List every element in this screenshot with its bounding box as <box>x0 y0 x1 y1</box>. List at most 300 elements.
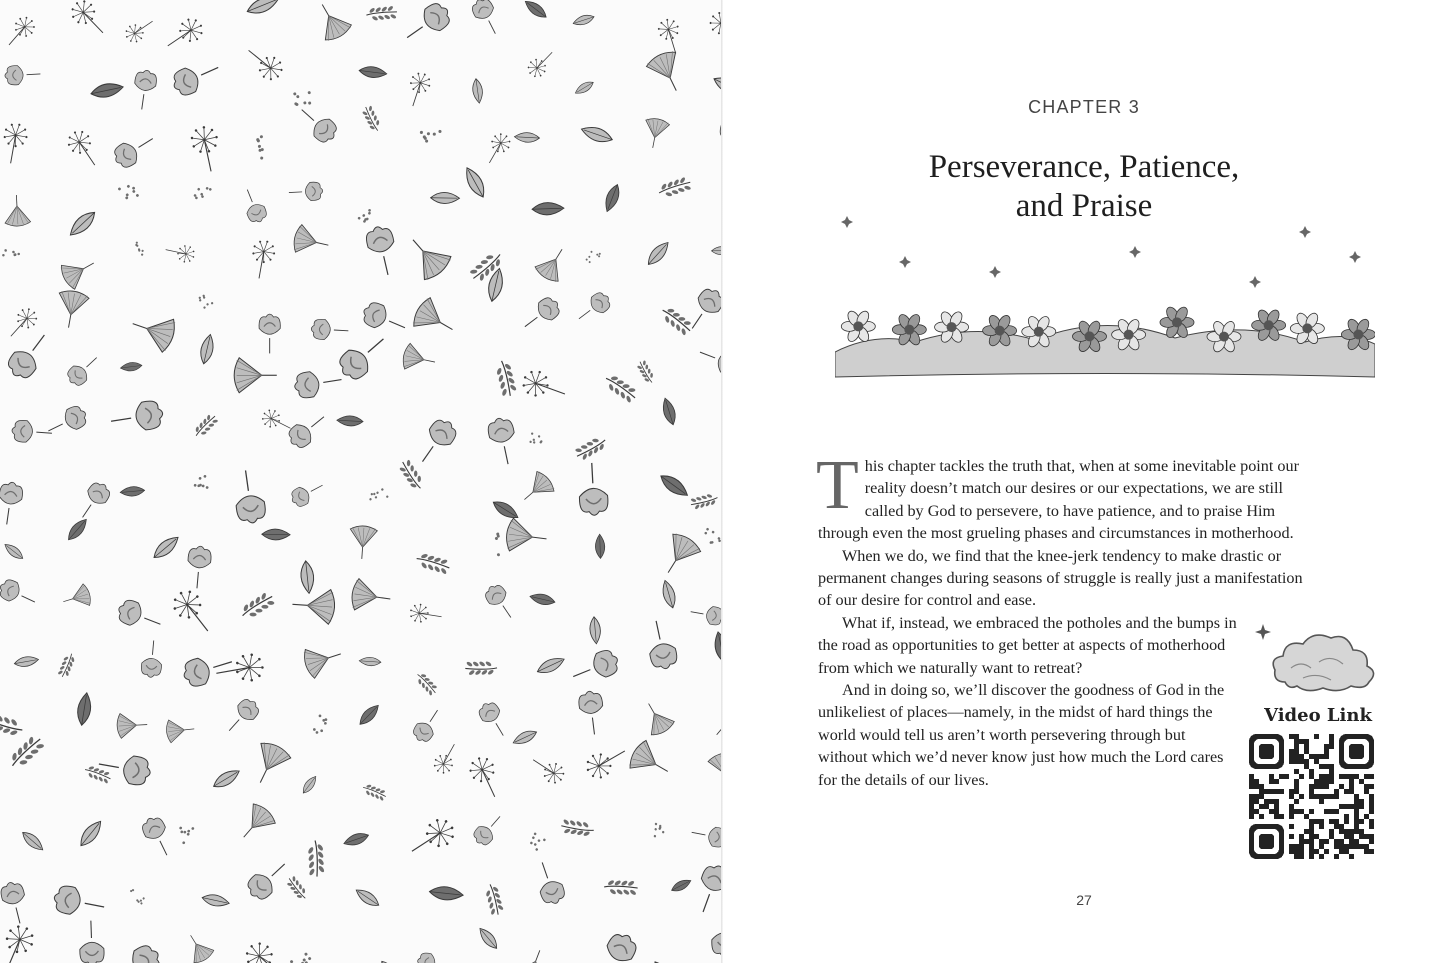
floral-motif <box>285 875 310 902</box>
qr-module <box>1319 779 1324 784</box>
qr-module <box>1299 849 1304 854</box>
qr-module <box>1369 819 1374 824</box>
floral-motif <box>364 224 401 278</box>
floral-motif <box>66 208 99 240</box>
floral-motif <box>4 304 42 343</box>
qr-module <box>1259 814 1264 819</box>
floral-motif <box>578 462 609 516</box>
floral-motif <box>79 920 105 963</box>
floral-motif <box>579 123 614 145</box>
qr-module <box>1334 839 1339 844</box>
floral-motif <box>405 814 460 863</box>
floral-motif <box>660 397 678 427</box>
qr-module <box>1289 809 1294 814</box>
chapter-label: CHAPTER 3 <box>1028 97 1140 117</box>
qr-module <box>1304 829 1309 834</box>
floral-motif <box>522 0 549 21</box>
floral-motif <box>529 432 543 444</box>
floral-motif <box>691 862 722 917</box>
floral-illustration-page <box>0 0 722 963</box>
floral-motif <box>262 529 290 540</box>
floral-motif <box>595 534 605 559</box>
floral-motif <box>168 585 219 639</box>
floral-motif <box>43 403 90 441</box>
video-link-label: Video Link <box>1264 705 1372 726</box>
floral-motif <box>285 408 332 452</box>
floral-motif <box>527 751 567 787</box>
floral-motif <box>412 415 461 469</box>
qr-module <box>1324 784 1329 789</box>
qr-module <box>1264 789 1269 794</box>
qr-module <box>1359 804 1364 809</box>
floral-motif <box>578 690 607 736</box>
qr-code[interactable] <box>1249 734 1374 859</box>
floral-motif <box>348 525 377 560</box>
qr-module <box>1294 739 1299 744</box>
qr-module <box>1359 844 1364 849</box>
qr-module <box>1364 784 1369 789</box>
floral-motif <box>11 420 52 444</box>
qr-module <box>1359 799 1364 804</box>
qr-module <box>1329 764 1334 769</box>
floral-motif <box>292 224 332 259</box>
floral-motif <box>64 126 105 171</box>
qr-module <box>1314 819 1319 824</box>
qr-module <box>1289 754 1294 759</box>
floral-motif <box>198 333 216 365</box>
floral-motif <box>514 132 540 143</box>
floral-motif <box>572 13 596 28</box>
qr-module <box>1329 829 1334 834</box>
qr-module <box>1309 829 1314 834</box>
qr-module <box>1309 794 1314 799</box>
floral-motif <box>60 583 93 613</box>
floral-motif <box>248 239 277 281</box>
qr-module <box>1329 774 1334 779</box>
qr-module <box>1314 834 1319 839</box>
floral-motif <box>307 840 326 877</box>
sparkle-icon <box>1129 246 1141 258</box>
floral-motif <box>505 518 549 556</box>
floral-motif <box>201 892 230 908</box>
floral-motif <box>589 616 602 644</box>
floral-motif <box>654 530 703 581</box>
floral-motif <box>626 738 676 785</box>
qr-module <box>1369 784 1374 789</box>
floral-motif <box>357 206 372 224</box>
floral-motif <box>288 182 323 202</box>
floral-motif <box>169 56 223 99</box>
qr-module <box>1334 809 1339 814</box>
floral-motif <box>416 952 452 963</box>
qr-module <box>1294 789 1299 794</box>
floral-motif <box>83 764 113 785</box>
qr-module <box>1334 794 1339 799</box>
floral-motif <box>529 592 556 607</box>
qr-module <box>1309 774 1314 779</box>
floral-motif <box>483 882 505 916</box>
floral-motif <box>241 41 287 85</box>
floral-motif <box>519 366 569 405</box>
floral-motif <box>109 399 165 435</box>
qr-module <box>1299 754 1304 759</box>
qr-module <box>1294 799 1299 804</box>
floral-motif <box>361 782 388 802</box>
floral-motif <box>58 251 100 291</box>
floral-motif <box>196 293 214 311</box>
floral-motif <box>643 618 679 671</box>
floral-motif <box>560 818 595 838</box>
floral-motif <box>245 739 292 790</box>
qr-module <box>1364 814 1369 819</box>
floral-motif <box>582 740 631 783</box>
floral-motif <box>189 124 225 174</box>
qr-module <box>1289 824 1294 829</box>
qr-module <box>1354 844 1359 849</box>
floral-motif <box>234 358 277 393</box>
qr-module <box>1314 849 1319 854</box>
floral-motif <box>161 14 207 55</box>
floral-motif <box>2 541 25 562</box>
floral-motif <box>518 294 563 336</box>
chapter-body <box>816 447 1318 791</box>
qr-module <box>1329 734 1334 739</box>
qr-module <box>1304 814 1309 819</box>
floral-motif <box>115 597 165 635</box>
floral-motif <box>476 699 512 741</box>
qr-module <box>1324 744 1329 749</box>
qr-module <box>1324 749 1329 754</box>
floral-motif <box>490 497 520 522</box>
qr-module <box>1314 779 1319 784</box>
qr-module <box>1349 774 1354 779</box>
floral-motif <box>707 750 722 790</box>
qr-module <box>1349 854 1354 859</box>
qr-module <box>1309 844 1314 849</box>
sparkle-icon <box>1349 251 1361 263</box>
qr-module <box>1349 789 1354 794</box>
floral-motif <box>404 70 434 109</box>
qr-module <box>1294 844 1299 849</box>
floral-motif <box>2 249 20 257</box>
qr-module <box>1259 789 1264 794</box>
floral-motif <box>110 129 159 172</box>
chapter-title-line-1: Perseverance, Patience, <box>928 149 1240 185</box>
qr-module <box>1349 829 1354 834</box>
floral-motif <box>174 823 194 846</box>
floral-motif <box>466 753 506 802</box>
qr-module <box>1249 794 1254 799</box>
qr-module <box>1339 804 1344 809</box>
floral-motif <box>701 527 722 547</box>
floral-motif <box>127 888 146 905</box>
floral-motif <box>0 481 24 526</box>
qr-module <box>1289 759 1294 764</box>
floral-motif <box>239 186 269 225</box>
qr-module <box>1249 784 1254 789</box>
qr-module <box>1309 809 1314 814</box>
floral-motif <box>515 945 552 963</box>
qr-module <box>1344 834 1349 839</box>
floral-border-illustration <box>835 212 1375 392</box>
floral-motif <box>301 639 345 679</box>
qr-module <box>1309 839 1314 844</box>
floral-motif <box>656 16 686 56</box>
qr-module <box>1254 779 1259 784</box>
qr-module <box>1319 764 1324 769</box>
qr-module <box>1339 839 1344 844</box>
qr-module <box>1354 839 1359 844</box>
floral-motif <box>413 670 439 697</box>
floral-motif <box>359 657 381 667</box>
floral-motif <box>366 5 398 23</box>
qr-module <box>1309 754 1314 759</box>
floral-motif <box>334 328 393 384</box>
qr-module <box>1314 759 1319 764</box>
paragraph-1-text: his chapter tackles the truth that, when at some inevitable point our reality doesn’t match our desires or our expectations, we are still called by God to persevere, to have patience, and to praise Him through even the most grueling phases and circumstances in motherhood. <box>818 457 1300 543</box>
floral-motif <box>602 183 623 214</box>
qr-module <box>1249 809 1254 814</box>
sparkle-icon <box>841 216 853 228</box>
floral-motif <box>465 660 497 675</box>
floral-motif <box>133 241 145 256</box>
qr-module <box>1309 819 1314 824</box>
qr-module <box>1289 834 1294 839</box>
qr-module <box>1299 839 1304 844</box>
qr-module <box>1319 824 1324 829</box>
floral-motif <box>311 319 349 341</box>
qr-module <box>1299 809 1304 814</box>
qr-module <box>1294 759 1299 764</box>
qr-module <box>1354 774 1359 779</box>
floral-motif <box>106 941 165 963</box>
qr-module <box>1334 854 1339 859</box>
qr-module <box>1344 829 1349 834</box>
qr-module <box>1349 839 1354 844</box>
floral-motif <box>584 247 602 265</box>
qr-module <box>1324 839 1329 844</box>
floral-motif <box>481 130 514 168</box>
qr-module <box>1329 779 1334 784</box>
qr-module <box>1299 854 1304 859</box>
chapter-page <box>723 0 1445 963</box>
qr-module <box>1264 799 1269 804</box>
qr-module <box>1304 749 1309 754</box>
floral-motif <box>291 88 314 108</box>
qr-module <box>1294 769 1299 774</box>
floral-motif <box>367 486 389 506</box>
floral-motif <box>696 342 722 378</box>
qr-module <box>1309 824 1314 829</box>
floral-motif <box>682 284 722 335</box>
floral-motif <box>591 929 640 963</box>
floral-motif <box>644 48 690 98</box>
qr-module <box>1339 824 1344 829</box>
floral-motif <box>409 602 443 625</box>
qr-module <box>1354 829 1359 834</box>
floral-motif <box>400 0 455 48</box>
qr-module <box>1344 844 1349 849</box>
floral-pattern <box>0 0 722 963</box>
floral-motif <box>192 412 220 440</box>
floral-motif <box>378 959 399 963</box>
qr-module <box>1309 789 1314 794</box>
floral-motif <box>482 581 519 623</box>
floral-motif <box>131 69 158 111</box>
floral-motif <box>313 714 328 733</box>
qr-module <box>1339 829 1344 834</box>
qr-module <box>1344 789 1349 794</box>
qr-module <box>1259 784 1264 789</box>
qr-module <box>1249 774 1254 779</box>
cloud-icon <box>1255 622 1385 702</box>
qr-module <box>1269 789 1274 794</box>
qr-module <box>1329 834 1334 839</box>
sparkle-icon <box>989 266 1001 278</box>
qr-module <box>1294 744 1299 749</box>
qr-module <box>1294 749 1299 754</box>
floral-motif <box>300 774 319 795</box>
qr-module <box>1319 839 1324 844</box>
qr-module <box>1289 734 1294 739</box>
qr-module <box>1279 774 1284 779</box>
qr-module <box>1334 789 1339 794</box>
qr-module <box>1289 749 1294 754</box>
qr-module <box>1364 789 1369 794</box>
qr-module <box>1354 809 1359 814</box>
floral-motif <box>6 732 46 772</box>
floral-motif <box>245 0 281 17</box>
qr-module <box>1359 819 1364 824</box>
floral-motif <box>181 929 216 963</box>
floral-motif <box>76 818 105 850</box>
qr-module <box>1369 794 1374 799</box>
qr-module <box>1324 779 1329 784</box>
floral-motif <box>430 739 462 776</box>
floral-motif <box>122 14 158 46</box>
qr-module <box>1339 844 1344 849</box>
floral-motif <box>164 241 196 264</box>
floral-motif <box>650 959 675 963</box>
floral-motif <box>299 560 315 594</box>
floral-motif <box>238 589 277 622</box>
sparkle-icon <box>1299 226 1311 238</box>
floral-motif <box>429 885 464 901</box>
qr-module <box>1364 844 1369 849</box>
qr-module <box>1309 784 1314 789</box>
qr-module <box>1274 779 1279 784</box>
floral-motif <box>214 652 266 688</box>
floral-motif <box>0 121 30 165</box>
qr-module <box>1324 849 1329 854</box>
qr-module <box>1304 739 1309 744</box>
qr-finder-pattern <box>1249 824 1284 859</box>
floral-motif <box>252 134 268 160</box>
qr-module <box>1344 849 1349 854</box>
floral-motif <box>293 367 344 400</box>
qr-module <box>1259 794 1264 799</box>
floral-motif <box>0 577 39 612</box>
qr-module <box>1279 789 1284 794</box>
qr-module <box>1269 779 1274 784</box>
qr-module <box>1329 819 1334 824</box>
qr-module <box>1319 774 1324 779</box>
floral-motif <box>359 299 409 338</box>
qr-module <box>1339 774 1344 779</box>
qr-module <box>1309 769 1314 774</box>
qr-module <box>1344 814 1349 819</box>
floral-motif <box>241 937 293 963</box>
floral-motif <box>461 165 488 200</box>
border-flower <box>841 309 875 343</box>
floral-motif <box>291 587 335 625</box>
floral-motif <box>419 128 442 145</box>
floral-motif <box>294 101 341 146</box>
qr-module <box>1354 814 1359 819</box>
qr-module <box>1319 854 1324 859</box>
qr-module <box>1329 794 1334 799</box>
qr-module <box>1269 774 1274 779</box>
qr-module <box>1249 799 1254 804</box>
qr-module <box>1289 794 1294 799</box>
qr-module <box>1369 804 1374 809</box>
qr-module <box>1289 804 1294 809</box>
qr-module <box>1249 804 1254 809</box>
qr-module <box>1319 754 1324 759</box>
floral-motif <box>211 766 242 791</box>
floral-motif <box>120 361 143 372</box>
floral-motif <box>243 855 293 904</box>
floral-motif <box>54 289 90 330</box>
floral-motif <box>14 655 40 669</box>
qr-module <box>1289 789 1294 794</box>
floral-motif <box>690 823 722 849</box>
floral-motif <box>469 0 504 38</box>
qr-module <box>1354 799 1359 804</box>
floral-motif <box>186 545 212 589</box>
qr-module <box>1324 754 1329 759</box>
qr-module <box>1319 819 1324 824</box>
qr-module <box>1274 804 1279 809</box>
qr-module <box>1354 794 1359 799</box>
qr-module <box>1349 804 1354 809</box>
qr-module <box>1294 754 1299 759</box>
qr-module <box>1274 789 1279 794</box>
floral-motif <box>150 533 182 562</box>
floral-motif <box>288 477 327 509</box>
floral-motif <box>221 695 262 737</box>
qr-module <box>1329 744 1334 749</box>
floral-motif <box>657 471 691 500</box>
floral-motif <box>471 78 484 104</box>
floral-motif <box>431 192 460 204</box>
floral-motif <box>641 117 670 150</box>
floral-motif <box>4 64 40 85</box>
floral-motif <box>19 829 46 854</box>
qr-module <box>1319 794 1324 799</box>
qr-module <box>1349 844 1354 849</box>
qr-module <box>1339 849 1344 854</box>
qr-module <box>1269 799 1274 804</box>
qr-module <box>1334 819 1339 824</box>
qr-module <box>1354 824 1359 829</box>
qr-module <box>1299 739 1304 744</box>
floral-motif <box>524 46 559 81</box>
floral-motif <box>601 372 639 405</box>
qr-module <box>1324 809 1329 814</box>
floral-motif <box>573 289 614 326</box>
qr-module <box>1304 744 1309 749</box>
